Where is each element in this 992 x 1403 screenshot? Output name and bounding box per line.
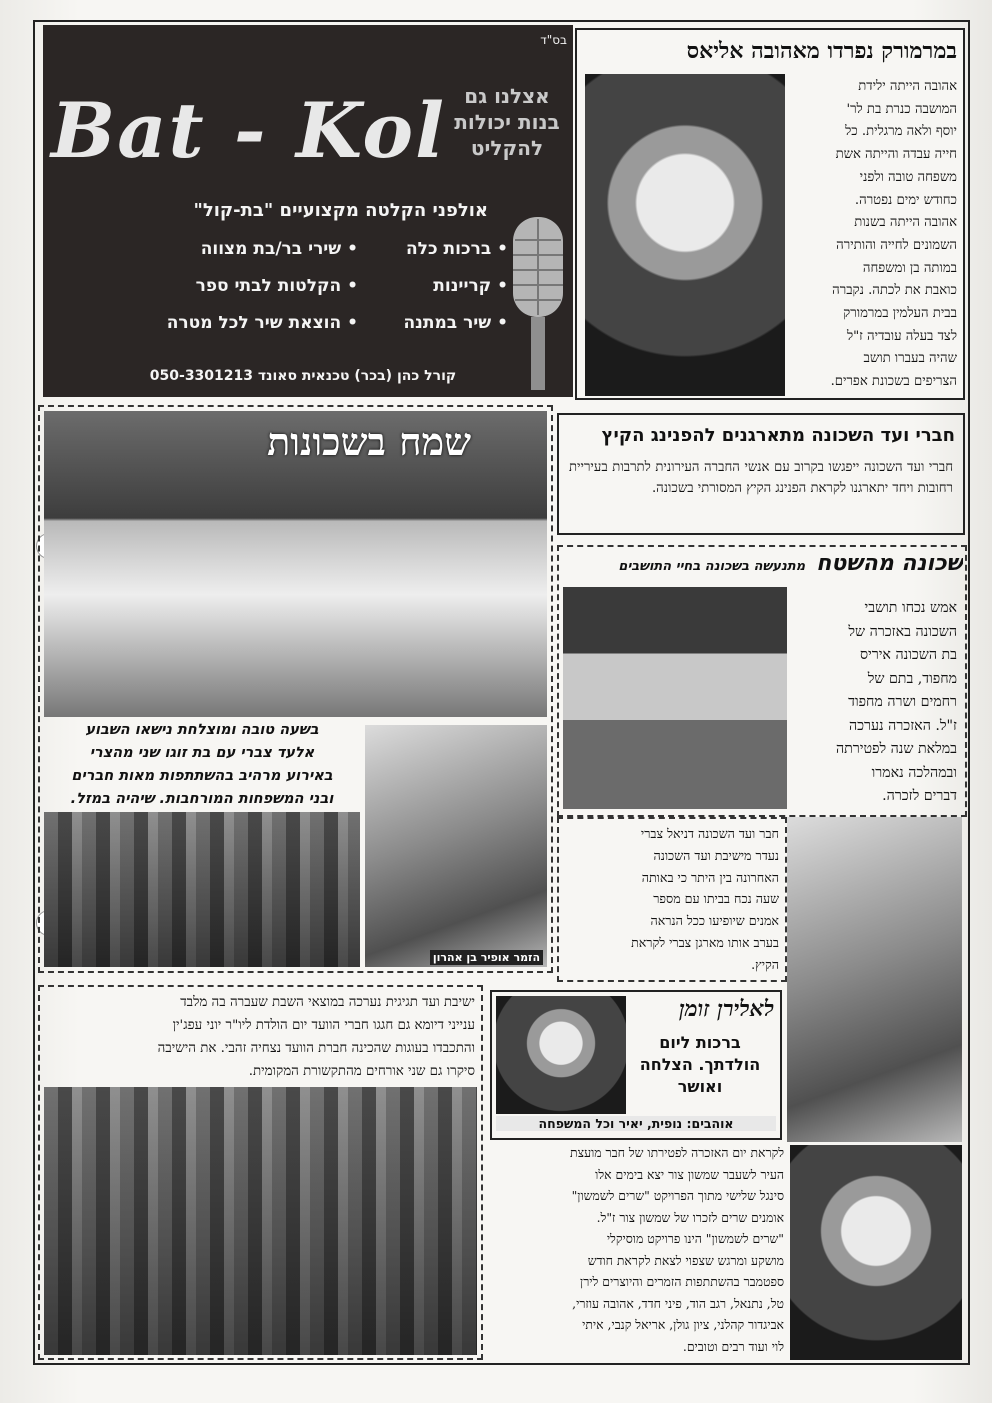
service-item: • קריינות xyxy=(403,268,508,305)
microphone-icon xyxy=(503,215,573,390)
daniel-photo xyxy=(787,817,962,1142)
side-text-line: בנות יכולות xyxy=(454,110,560,134)
obituary-article xyxy=(575,28,965,400)
memorial-article xyxy=(557,545,967,817)
text-line: חייה עבדה והייתה אשת xyxy=(835,147,957,163)
services-right xyxy=(403,231,508,342)
text-line: לצד בעלה עובדיה ז"ל xyxy=(846,328,957,344)
text-line: ספטמבר בהשתתפות הזמרים והיוצרים לירן xyxy=(580,1274,784,1289)
text-line: מחפוד, בתם של xyxy=(867,670,957,687)
text-line: ישיבת ועד תגיגית נערכה במוצאי השבת שעברה בה מלבד xyxy=(180,995,475,1010)
text-line: חבר ועד השכונה דניאל צברי xyxy=(640,826,779,841)
birthday-greeting xyxy=(490,990,782,1140)
wedding-title: שמח בשכונות xyxy=(267,419,471,464)
greeting-line: ואושר xyxy=(677,1077,723,1096)
bat-kol-advertisement xyxy=(43,25,573,397)
text-line: כחודש ימים נפטרה. xyxy=(854,192,957,208)
greeting-line: הולדתך. הצלחה xyxy=(639,1055,761,1074)
text-line: ענייני דיומא גם חגגו חברי הוועד יום הולדת ליו"ר יוני עפג'ין xyxy=(172,1018,475,1033)
festival-body: חברי ועד השכונה ייפגשו בקרוב עם אנשי החברה העירונית לתרבות בעיריית רחובות ויחד יתארגנו לקראת הפנינג הקיץ המסורתי בשכונה. xyxy=(569,460,953,496)
text-line: אהובה הייתה ילידת xyxy=(858,79,957,94)
text-line: במותה בן ומשפחה xyxy=(862,260,957,276)
caption-line: באירוע מרהיב בהשתתפות מאות חברים xyxy=(71,768,333,784)
memorial-body xyxy=(799,597,957,809)
text-line: לקראת יום האזכרה לפטירתו של חבר מועצת xyxy=(570,1145,784,1160)
service-item: • שיר במתנה xyxy=(403,305,508,342)
birthday-title: לאלירן זומן xyxy=(679,996,774,1022)
meeting-article xyxy=(38,985,483,1360)
text-line: אביגדור קהלני, ציון גולן, אריאל קנבי, איתי xyxy=(582,1317,784,1332)
service-item: • הוצאת שיר לכל מטרה xyxy=(167,305,358,342)
text-line: השמונים לחייה והותירה xyxy=(836,237,957,253)
text-line: אמנים שיופיעו ככל הנראה xyxy=(650,913,779,929)
meeting-body xyxy=(46,991,475,1083)
shimshon-article xyxy=(483,1140,788,1362)
greeting-line: ברכות ליום xyxy=(659,1033,741,1052)
text-line: המושבה כנרת בת לר' xyxy=(846,101,957,117)
daniel-article xyxy=(557,817,787,982)
memorial-photo xyxy=(563,587,787,809)
daniel-body xyxy=(565,823,779,976)
singer-caption: הזמר אופיר בן אהרון xyxy=(430,950,543,965)
text-line: דברים לזכרה. xyxy=(882,788,957,804)
ad-contact: קורל כהן (בכר) טכנאית סאונד 050-3301213 xyxy=(149,368,457,384)
memorial-title: שכונה מהשטח xyxy=(816,551,963,576)
wedding-article xyxy=(38,405,553,973)
memorial-subtitle: מתנעשה בשכונה בחיי התושבים xyxy=(618,559,806,574)
text-line: נעדר מישיבת ועד השכונה xyxy=(653,847,779,863)
text-line: הקיץ. xyxy=(751,956,779,972)
caption-line: ובני המשפחות המורחבות. שיהיה במזל. xyxy=(70,791,334,807)
text-line: סינגל שלישי מתוך הפרויקט "שרים לשמשון" xyxy=(571,1188,784,1203)
obituary-portrait xyxy=(585,74,785,396)
festival-title: חברי ועד השכונה מתארגנים להפנינג הקיץ xyxy=(601,425,955,446)
text-line: שעה נכח בביתו עם מספר xyxy=(653,891,779,907)
service-item: • הקלטות לבתי ספר xyxy=(167,268,358,305)
text-line: ז"ל. האזכרה נערכה xyxy=(848,717,957,734)
text-line: העיר לשעבר שמשון צור יצא בימים אלו xyxy=(595,1166,784,1182)
bat-kol-logo: Bat - Kol xyxy=(51,86,446,175)
text-line: הצריפים בשכונת אפרים. xyxy=(830,374,957,390)
text-line: בערב אותו מארגן צברי לקראת xyxy=(631,934,779,950)
services-left xyxy=(167,231,358,342)
text-line: האחרונה בין היתר כי באותה xyxy=(641,869,779,885)
text-line: והתכבדו בעוגות שהכינה חברת הוועד נצחיה זהבי. את הישיבה xyxy=(157,1041,475,1056)
caption-line: אלעד צברי עם בת זוגו שני מהצרי xyxy=(89,745,315,761)
ad-subtitle: אולפני הקלטה מקצועיים "בת-קול" xyxy=(193,200,488,221)
text-line: בבית העלמין במרמורק xyxy=(843,306,957,322)
text-line: טל, נתנאל, רגב הוד, פיני חדד, אהובה עוזרי, xyxy=(572,1295,784,1311)
memorial-header xyxy=(561,551,963,581)
text-line: אמש נכחו תושבי xyxy=(864,600,957,616)
birthday-signature: אוהבים: נופית, יאיר וכל המשפחה xyxy=(496,1116,776,1131)
birthday-greeting-text xyxy=(626,1032,774,1098)
text-line: רחמים ושרה מחפוד xyxy=(848,694,957,710)
text-line: שהיה בעברו תושב xyxy=(863,351,957,367)
text-line: במלאת שנה לפטירתה xyxy=(835,741,957,757)
service-item: • ברכות כלה xyxy=(403,231,508,268)
text-line: ובמהלכה נאמרו xyxy=(871,764,957,781)
text-line: מושקע ומרגש שצפוי לצאת לקראת חודש xyxy=(587,1252,784,1268)
wedding-caption xyxy=(44,719,360,811)
text-line: בת השכונה איריס xyxy=(859,647,957,663)
side-text-line: אצלנו גם xyxy=(464,84,550,108)
festival-article xyxy=(557,413,965,535)
guests-photo xyxy=(44,812,360,967)
caption-line: בשעה טובה ומוצלחת נישאו השבוע xyxy=(85,722,319,738)
text-line: "שרים לשמשון" הינו פרויקט מוסיקלי xyxy=(606,1231,784,1246)
text-line: סיקרו גם שני אורחים מהתקשורת המקומית. xyxy=(248,1064,475,1079)
birthday-photo xyxy=(496,996,626,1114)
header-mark: בס"ד xyxy=(540,33,567,47)
text-line: כואבת את לכתה. נקברה xyxy=(832,283,957,299)
text-line: אומנים שרים לזכרו של שמשון צור ז"ל. xyxy=(596,1209,784,1225)
text-line: השכונה באזכרה של xyxy=(848,623,957,640)
shimshon-photo xyxy=(790,1145,962,1360)
singer-photo xyxy=(365,725,547,967)
text-line: יוסף ולאה מרגלית. כל xyxy=(845,124,957,140)
text-line: לוי ועוד רבים וטובים. xyxy=(682,1338,784,1354)
obituary-body xyxy=(785,76,957,394)
shimshon-body xyxy=(487,1142,784,1357)
side-text-line: להקליט xyxy=(470,136,544,160)
service-item: • שירי בר/בת מצווה xyxy=(167,231,358,268)
text-line: אהובה הייתה בשנות xyxy=(854,215,957,231)
ad-side-text xyxy=(447,83,567,161)
meeting-photo xyxy=(44,1087,477,1355)
obituary-title: במרמורק נפרדו מאהובה אליאס xyxy=(686,38,957,64)
text-line: משפחה טובה ולפני xyxy=(859,169,957,185)
